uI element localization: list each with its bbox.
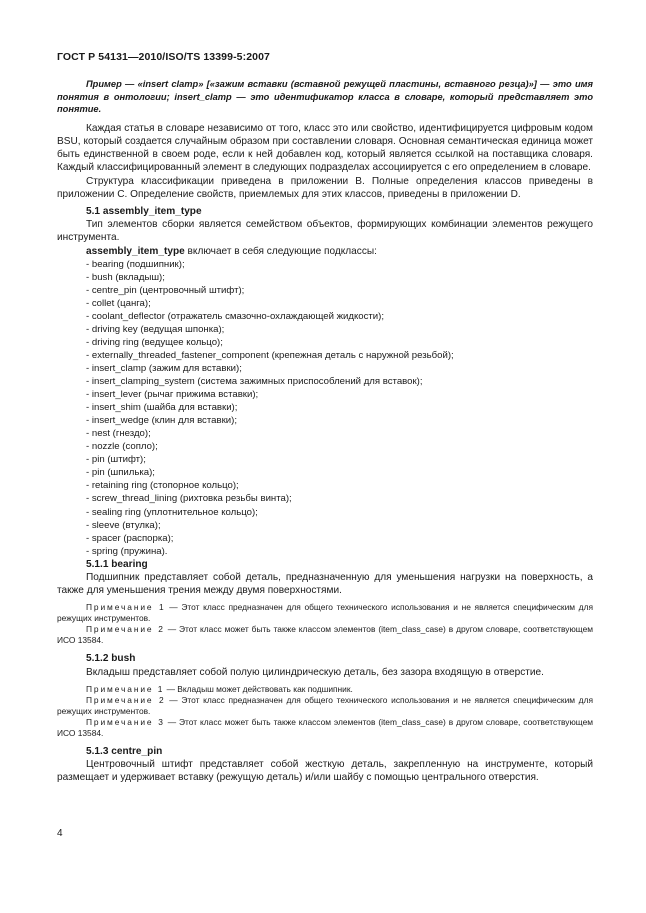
note-label: Примечание 2 xyxy=(86,624,165,635)
list-item: - pin (шпилька); xyxy=(86,467,155,479)
list-item: - nozzle (сопло); xyxy=(86,441,158,453)
paragraph-structure: Структура классификации приведена в приложении B. Полные определения классов приведены в приложении C. Определение свойств, приемлемых для этих классов, приведены в приложении D. xyxy=(57,175,593,200)
note-text: — Этот класс может быть также классом элементов (item_class_case) в другом словаре, соответствующем ИСО 13584. xyxy=(57,624,593,646)
note-5-1-2-1 xyxy=(57,684,593,695)
paragraph-bsu: Каждая статья в словаре независимо от того, класс это или свойство, идентифицируется цифровым кодом BSU, который создается случайным образом при составлении словаря. Основная семантическая единица может быть единственной в своем роде, если к ней добавлен код, который является ссылкой на поставщика словаря. Каждый классифицированный элемент в следующих подразделах ассоциируется с его определением в словаре. xyxy=(57,122,593,174)
subclass-list xyxy=(57,258,593,558)
document-body xyxy=(57,78,593,784)
list-item: - spring (пружина). xyxy=(86,545,168,557)
list-item: - insert_clamp (зажим для вставки); xyxy=(86,362,242,374)
example-paragraph: Пример — «insert clamp» [«зажим вставки (вставной режущей пластины, вставного резца)»] — это имя понятия в онтологии; insert_clamp — это идентификатор класса в словаре, который представляет это понятие. xyxy=(57,79,593,115)
section-heading-5-1: 5.1 assembly_item_type xyxy=(86,206,202,217)
section-5-1-1-text: Подшипник представляет собой деталь, предназначенную для уменьшения нагрузки на поверхность, а также для уменьшения трения между двумя поверхностями. xyxy=(57,571,593,597)
list-item: - bush (вкладыш); xyxy=(86,271,165,283)
subclass-intro-rest: включает в себя следующие подклассы: xyxy=(184,245,377,257)
list-item: - insert_clamping_system (система зажимных приспособлений для вставок); xyxy=(86,376,423,388)
list-item: - sealing ring (уплотнительное кольцо); xyxy=(86,506,258,518)
list-item: - externally_threaded_fastener_component (крепежная деталь с наружной резьбой); xyxy=(86,349,454,361)
list-item: - coolant_deflector (отражатель смазочно-охлаждающей жидкости); xyxy=(86,310,385,322)
list-item: - spacer (распорка); xyxy=(86,532,174,544)
list-item: - driving ring (ведущее кольцо); xyxy=(86,336,223,348)
section-5-1-2-text: Вкладыш представляет собой полую цилиндрическую деталь, без зазора входящую в отверстие. xyxy=(86,666,544,678)
section-heading-5-1-2: 5.1.2 bush xyxy=(86,653,136,665)
section-5-1-text: Тип элементов сборки является семейством объектов, формирующих комбинации элементов режущего инструмента. xyxy=(57,219,593,244)
note-label: Примечание 3 xyxy=(86,716,165,727)
note-text: — Этот класс может быть также классом элементов (item_class_case) в другом словаре, соответствующем ИСО 13584. xyxy=(57,716,593,738)
list-item: - bearing (подшипник); xyxy=(86,258,185,270)
note-text: — Этот класс предназначен для общего технического использования и не является специфическим для режущих инструментов. xyxy=(57,602,593,624)
page-number: 4 xyxy=(57,828,63,839)
list-item: - nest (гнездо); xyxy=(86,428,151,440)
subclass-intro xyxy=(57,245,593,258)
section-heading-5-1-3: 5.1.3 centre_pin xyxy=(86,745,163,757)
note-text: — Этот класс предназначен для общего технического использования и не является специфическим для режущих инструментов. xyxy=(57,694,593,716)
note-label: Примечание 1 xyxy=(86,602,166,613)
list-item: - retaining ring (стопорное кольцо); xyxy=(86,480,239,492)
list-item: - insert_lever (рычаг прижима вставки); xyxy=(86,389,259,401)
list-item: - insert_shim (шайба для вставки); xyxy=(86,402,238,414)
list-item: - collet (цанга); xyxy=(86,297,151,309)
list-item: - screw_thread_lining (рихтовка резьбы винта); xyxy=(86,493,292,505)
list-item: - insert_wedge (клин для вставки); xyxy=(86,415,237,427)
list-item: - driving key (ведущая шпонка); xyxy=(86,323,225,335)
note-5-1-2-3 xyxy=(57,717,593,739)
list-item: - pin (штифт); xyxy=(86,454,146,466)
subclass-intro-term: assembly_item_type xyxy=(86,245,185,257)
note-5-1-1-1 xyxy=(57,602,593,624)
note-label: Примечание 2 xyxy=(86,694,166,705)
note-text: — Вкладыш может действовать как подшипник. xyxy=(164,683,353,694)
note-5-1-1-2 xyxy=(57,624,593,646)
section-5-1-3-text: Центровочный штифт представляет собой жесткую деталь, закрепленную на инструменте, который размещает и удерживает вставку (режущую деталь) и/или шайбу с помощью центрального отверстия. xyxy=(57,758,593,784)
document-header: ГОСТ Р 54131—2010/ISO/TS 13399-5:2007 xyxy=(57,51,270,63)
list-item: - centre_pin (центровочный штифт); xyxy=(86,284,245,296)
list-item: - sleeve (втулка); xyxy=(86,519,161,531)
section-heading-5-1-1: 5.1.1 bearing xyxy=(86,558,148,570)
note-5-1-2-2 xyxy=(57,695,593,717)
note-label: Примечание 1 xyxy=(86,683,165,694)
